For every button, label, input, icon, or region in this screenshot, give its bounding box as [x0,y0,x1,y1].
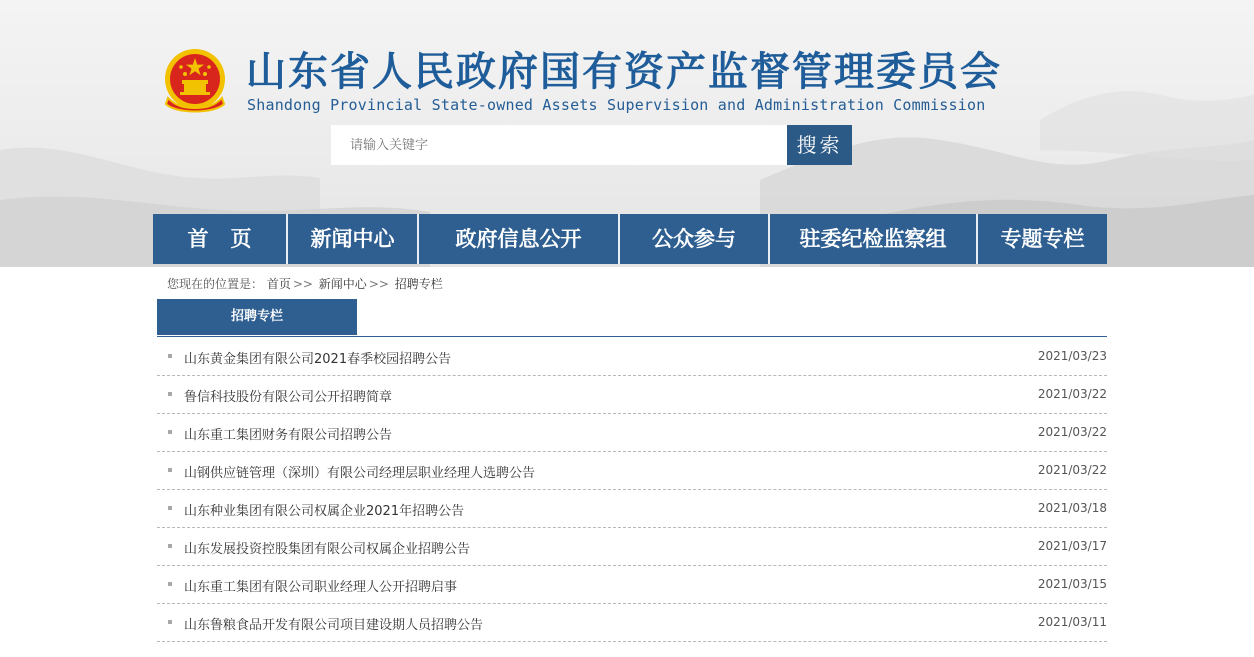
nav-item-public-participation[interactable]: 公众参与 [620,214,770,264]
section-header [157,299,1107,337]
news-link[interactable]: 山东黄金集团有限公司2021春季校园招聘公告 [184,352,452,367]
breadcrumb-current: 招聘专栏 [394,277,443,291]
breadcrumb-separator: >> [292,277,313,291]
news-date: 2021/03/22 [1037,425,1107,439]
main-nav [153,214,1107,264]
news-date: 2021/03/22 [1037,463,1107,477]
list-item [157,414,1107,452]
national-emblem-icon [162,48,228,116]
list-item [157,604,1107,642]
nav-item-home[interactable]: 首页 [153,214,288,264]
bullet-icon [168,506,172,510]
site-title: 山东省人民政府国有资产监督管理委员会 [246,49,1002,95]
list-item [157,490,1107,528]
list-item [157,566,1107,604]
news-date: 2021/03/23 [1037,349,1107,363]
news-link[interactable]: 山东鲁粮食品开发有限公司项目建设期人员招聘公告 [184,618,484,633]
bullet-icon [168,620,172,624]
news-date: 2021/03/11 [1037,615,1107,629]
list-item [157,528,1107,566]
breadcrumb-separator: >> [368,277,389,291]
nav-item-discipline-group[interactable]: 驻委纪检监察组 [770,214,978,264]
news-date: 2021/03/22 [1037,387,1107,401]
bullet-icon [168,468,172,472]
news-link[interactable]: 山东重工集团有限公司职业经理人公开招聘启事 [184,580,458,595]
news-link[interactable]: 山东种业集团有限公司权属企业2021年招聘公告 [184,504,465,519]
list-item [157,376,1107,414]
bullet-icon [168,392,172,396]
breadcrumb-home[interactable]: 首页 [266,277,291,291]
list-item [157,452,1107,490]
site-subtitle: Shandong Provincial State-owned Assets Supervision and Administration Commission [247,96,986,114]
news-date: 2021/03/17 [1037,539,1107,553]
news-date: 2021/03/15 [1037,577,1107,591]
news-link[interactable]: 山东重工集团财务有限公司招聘公告 [184,428,393,443]
nav-item-gov-info[interactable]: 政府信息公开 [419,214,620,264]
search-input[interactable] [331,125,787,165]
bullet-icon [168,430,172,434]
section-tab-recruitment[interactable]: 招聘专栏 [157,299,357,335]
nav-item-special-topics[interactable]: 专题专栏 [978,214,1107,264]
bullet-icon [168,354,172,358]
news-link[interactable]: 鲁信科技股份有限公司公开招聘简章 [184,390,393,405]
list-item [157,338,1107,376]
search-button[interactable]: 搜索 [787,125,852,165]
nav-item-news-center[interactable]: 新闻中心 [288,214,419,264]
bullet-icon [168,544,172,548]
news-list [157,338,1107,642]
news-date: 2021/03/18 [1037,501,1107,515]
bullet-icon [168,582,172,586]
breadcrumb [167,275,443,292]
breadcrumb-prefix: 您现在的位置是： [167,277,264,291]
news-link[interactable]: 山东发展投资控股集团有限公司权属企业招聘公告 [184,542,471,557]
breadcrumb-news-center[interactable]: 新闻中心 [318,277,367,291]
news-link[interactable]: 山钢供应链管理（深圳）有限公司经理层职业经理人选聘公告 [184,466,536,481]
